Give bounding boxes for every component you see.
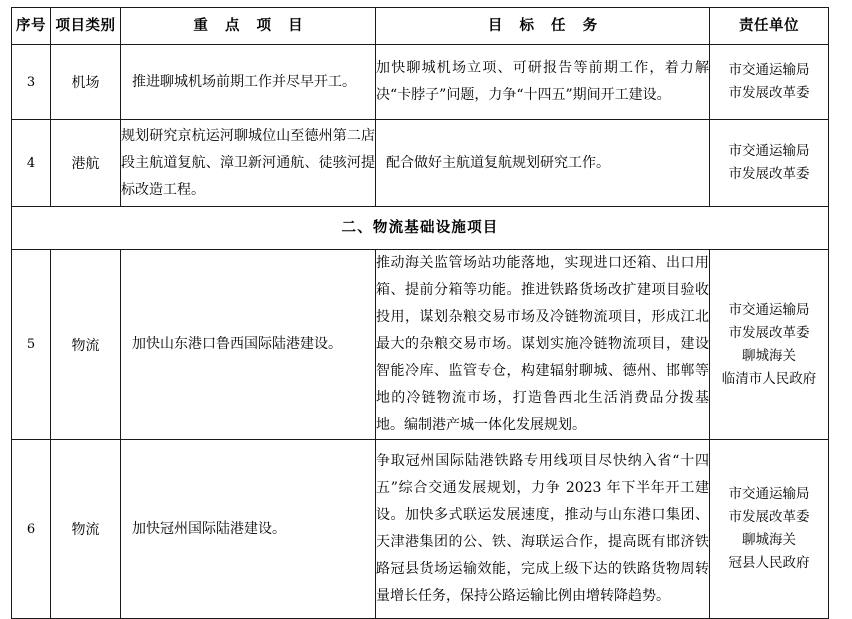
column-header-key-project: 重 点 项 目 xyxy=(121,8,376,45)
row-sequence-number: 4 xyxy=(12,120,51,207)
row-responsible-unit xyxy=(710,250,829,440)
row-category: 机场 xyxy=(51,45,121,120)
row-category: 港航 xyxy=(51,120,121,207)
table-row xyxy=(12,440,829,619)
table-row xyxy=(12,120,829,207)
row-sequence-number: 6 xyxy=(12,440,51,619)
row-responsible-unit xyxy=(710,45,829,120)
row-category: 物流 xyxy=(51,250,121,440)
responsible-unit-line: 市交通运输局 xyxy=(728,486,810,502)
row-responsible-unit xyxy=(710,120,829,207)
table-header-row xyxy=(12,8,829,45)
row-key-project: 加快山东港口鲁西国际陆港建设。 xyxy=(121,250,376,440)
column-header-target-task: 目 标 任 务 xyxy=(376,8,710,45)
responsible-unit-line: 市发展改革委 xyxy=(728,324,810,341)
row-key-project: 推进聊城机场前期工作并尽早开工。 xyxy=(121,45,376,120)
section-title: 二、物流基础设施项目 xyxy=(12,207,829,250)
table-row xyxy=(12,45,829,120)
row-category: 物流 xyxy=(51,440,121,619)
row-key-project: 加快冠州国际陆港建设。 xyxy=(121,440,376,619)
column-header-responsible-unit: 责任单位 xyxy=(710,8,829,45)
responsible-unit-line: 临清市人民政府 xyxy=(721,370,817,387)
table-row xyxy=(12,250,829,440)
row-target-task: 推动海关监管场站功能落地，实现进口还箱、出口用箱、提前分箱等功能。推进铁路货场改扩建项目验收投用，谋划杂粮交易市场及冷链物流项目，形成江北最大的杂粮交易市场。谋划实施冷链物流项目，建设智能冷库、监管专仓，构建辐射聊城、德州、邯郸等地的冷链物流市场，打造鲁西北生活消费品分拨基地。编制港产城一体化发展规划。 xyxy=(376,250,710,440)
row-target-task: 加快聊城机场立项、可研报告等前期工作，着力解决“卡脖子”问题，力争“十四五”期间开工建设。 xyxy=(376,45,710,120)
row-target-task: 争取冠州国际陆港铁路专用线项目尽快纳入省“十四五”综合交通发展规划，力争 2023 年下半年开工建设。加快多式联运发展速度，推动与山东港口集团、天津港集团的公、铁、海联运合作，提高既有邯济铁路冠县货场运输效能，完成上级下达的铁路货物周转量增长任务，保持公路运输比例由增转降趋势。 xyxy=(376,440,710,619)
responsible-unit-line: 市交通运输局 xyxy=(728,143,810,159)
column-header-category: 项目类别 xyxy=(51,8,121,45)
responsible-unit-line: 冠县人民政府 xyxy=(728,555,810,571)
responsible-unit-line: 市交通运输局 xyxy=(728,62,810,78)
responsible-unit-line: 市发展改革委 xyxy=(728,166,810,182)
table-section-header-row xyxy=(12,207,829,250)
document-table-container xyxy=(11,7,828,619)
responsible-unit-line: 市发展改革委 xyxy=(728,509,810,525)
table-header xyxy=(12,8,829,45)
row-responsible-unit xyxy=(710,440,829,619)
row-sequence-number: 3 xyxy=(12,45,51,120)
responsible-unit-line: 聊城海关 xyxy=(742,347,796,364)
responsible-unit-line: 市发展改革委 xyxy=(728,85,810,101)
row-target-task: 配合做好主航道复航规划研究工作。 xyxy=(376,120,710,207)
responsible-unit-line: 市交通运输局 xyxy=(728,301,810,318)
key-projects-table xyxy=(11,7,829,619)
column-header-seq: 序号 xyxy=(12,8,51,45)
table-body xyxy=(12,45,829,619)
row-key-project: 规划研究京杭运河聊城位山至德州第二店段主航道复航、漳卫新河通航、徒骇河提标改造工程。 xyxy=(121,120,376,207)
responsible-unit-line: 聊城海关 xyxy=(742,532,796,548)
row-sequence-number: 5 xyxy=(12,250,51,440)
